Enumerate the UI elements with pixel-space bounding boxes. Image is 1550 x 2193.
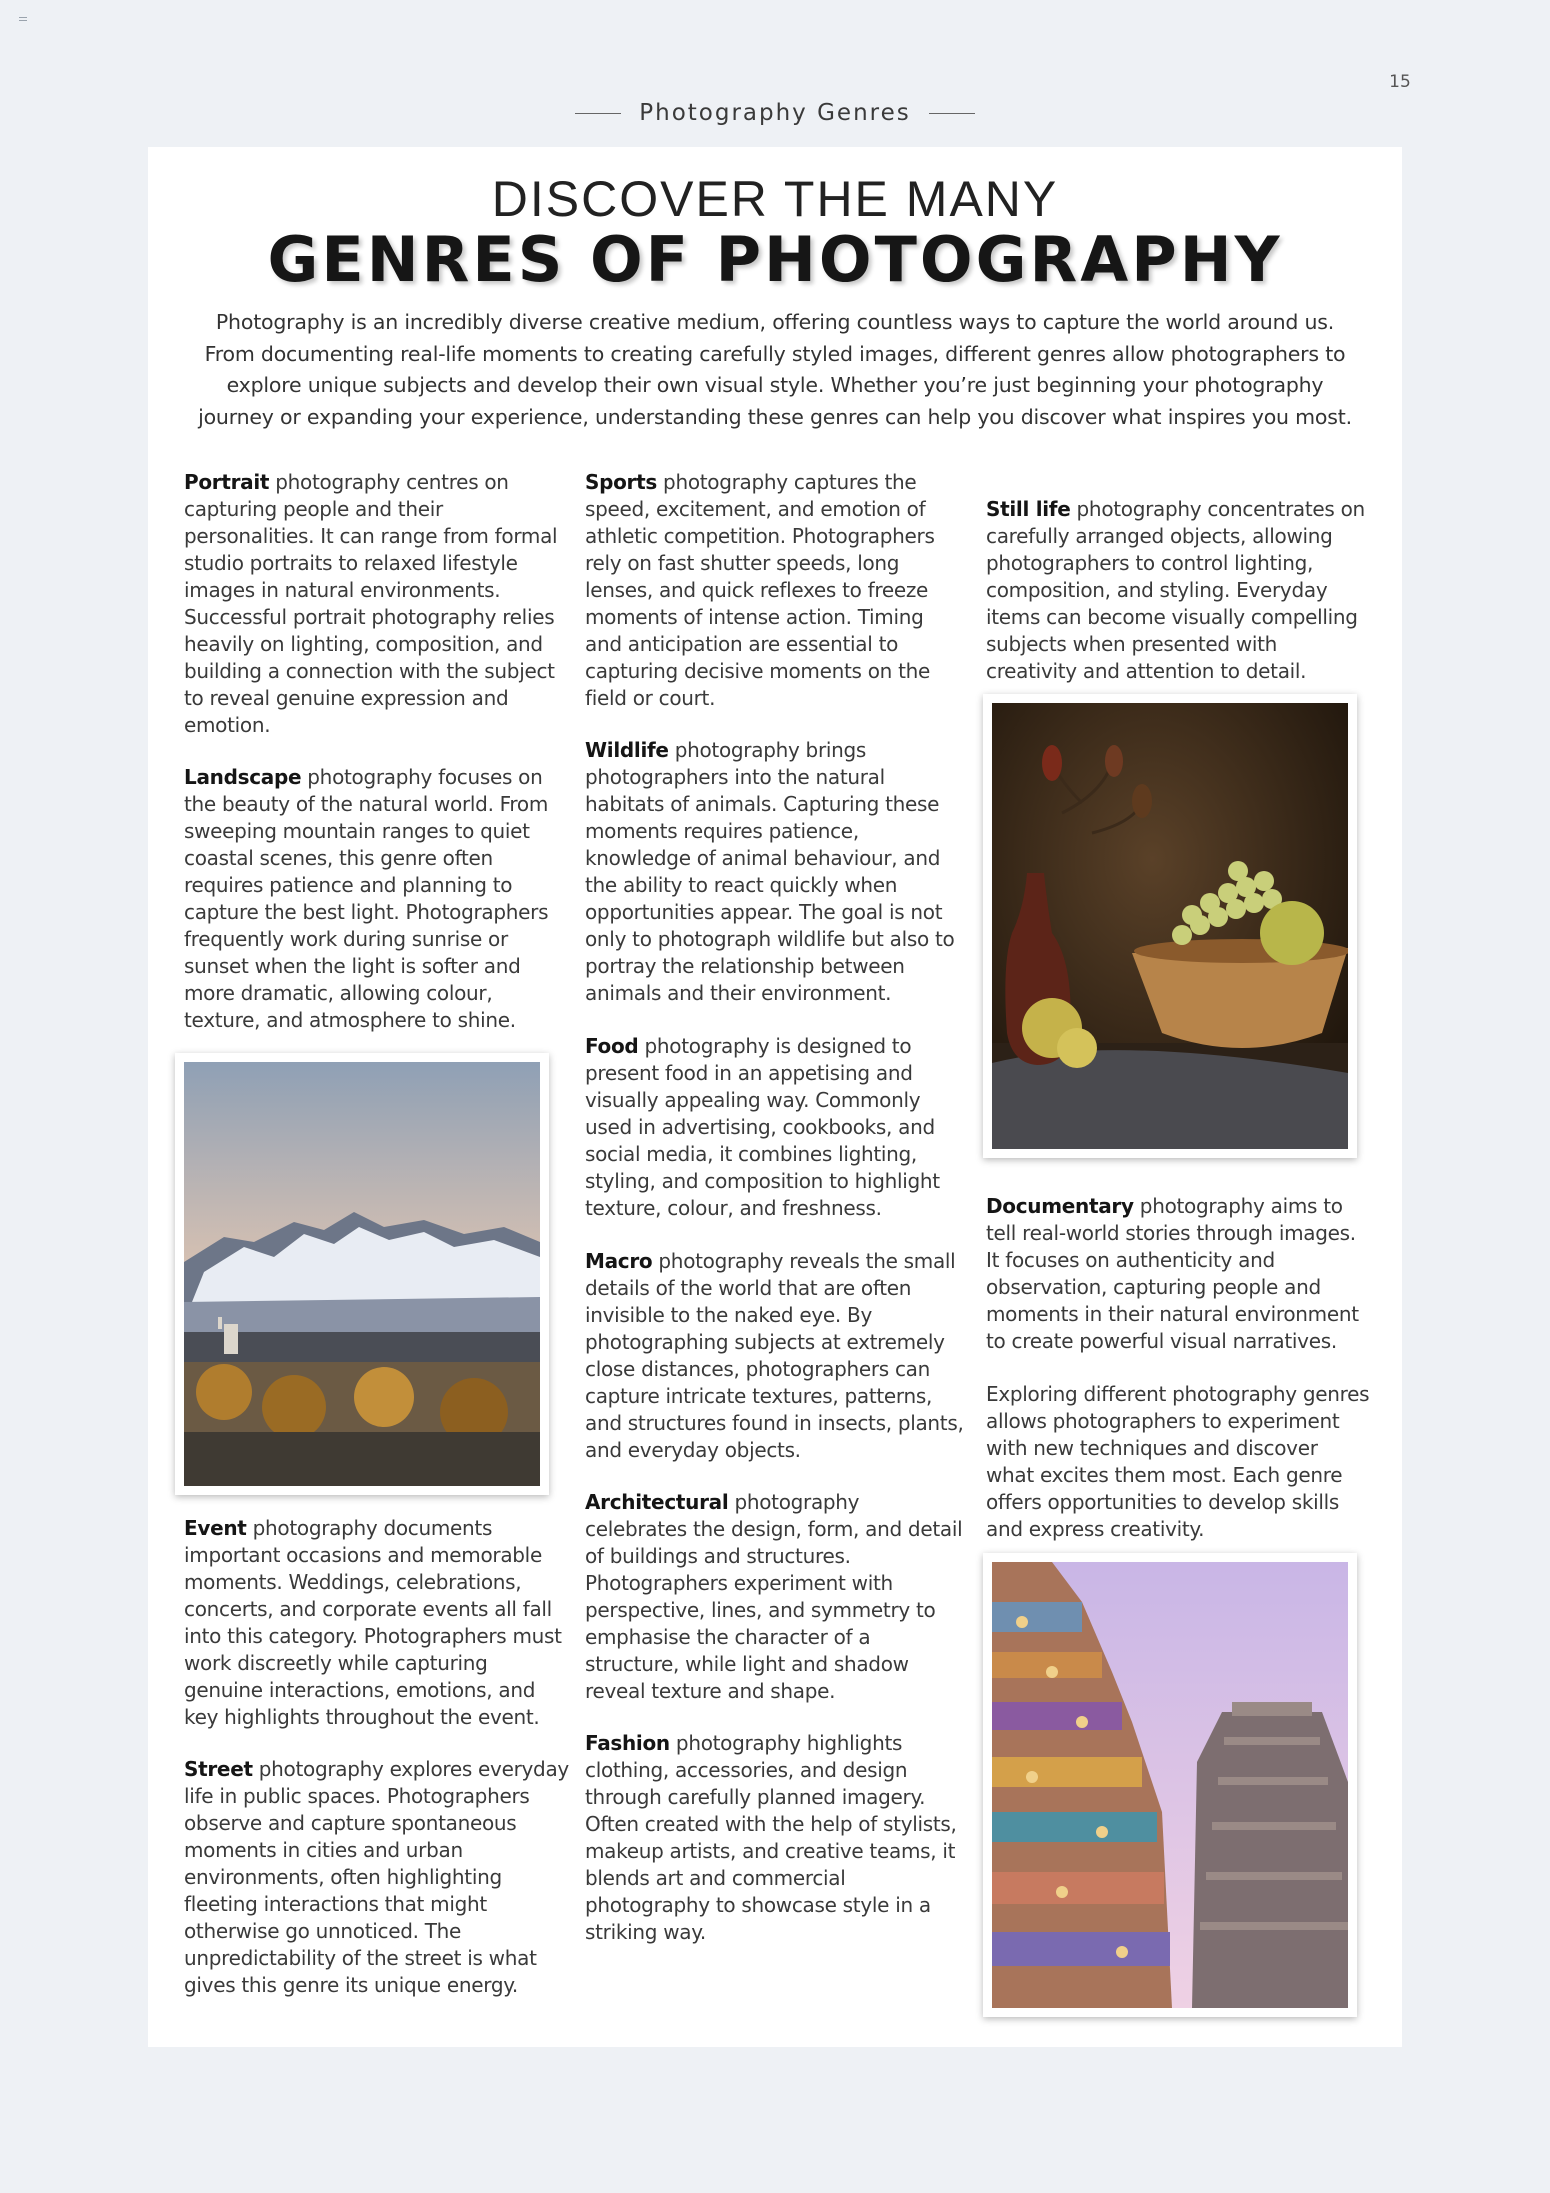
genre-documentary-text	[986, 1193, 1371, 1355]
genre-documentary-body: photography aims to tell real-world stories through images. It focuses on authenticity and observation, capturing people and moments in their natural environment to create powerful visual narratives.	[986, 1194, 1359, 1353]
genre-still-life-name: Still life	[986, 497, 1071, 521]
genre-fashion-name: Fashion	[585, 1731, 670, 1755]
genre-landscape-name: Landscape	[184, 765, 302, 789]
genre-event-body: photography documents important occasions and memorable moments. Weddings, celebrations, concerts, and corporate events all fall into this category. Photographers must work discreetly while capturing genuine interactions, emotions, and key highlights throughout the event.	[184, 1516, 562, 1729]
genre-wildlife-text	[585, 737, 970, 1007]
menu-icon[interactable]	[19, 17, 27, 24]
genre-landscape	[184, 764, 564, 1034]
genre-sports	[585, 469, 965, 712]
genre-landscape-body: photography focuses on the beauty of the natural world. From sweeping mountain ranges to quiet coastal scenes, this genre often requires patience and planning to capture the best light. Photographers frequently work during sunrise or sunset when the light is softer and more dramatic, allowing colour, texture, and atmosphere to shine.	[184, 765, 549, 1032]
genre-wildlife	[585, 737, 970, 1007]
genre-street-name: Street	[184, 1757, 253, 1781]
header-rule-left	[575, 113, 621, 114]
genre-food-name: Food	[585, 1034, 639, 1058]
genre-architectural-text	[585, 1489, 965, 1705]
genre-sports-body: photography captures the speed, excitement, and emotion of athletic competition. Photographers rely on fast shutter speeds, long lenses, and quick reflexes to freeze moments of intense action. Timing and anticipation are essential to capturing decisive moments on the field or court.	[585, 470, 935, 710]
genre-still-life-text	[986, 496, 1371, 685]
genre-street-body: photography explores everyday life in public spaces. Photographers observe and capture spontaneous moments in cities and urban environments, often highlighting fleeting interactions that might otherwise go unnoticed. The unpredictability of the street is what gives this genre its unique energy.	[184, 1757, 569, 1997]
genre-portrait	[184, 469, 564, 739]
genre-wildlife-body: photography brings photographers into the natural habitats of animals. Capturing these moments requires patience, knowledge of animal behaviour, and the ability to react quickly when opportunities appear. The goal is not only to photograph wildlife but also to portray the relationship between animals and their environment.	[585, 738, 955, 1005]
genre-event-text	[184, 1515, 569, 1731]
genre-fashion-body: photography highlights clothing, accessories, and design through carefully planned imagery. Often created with the help of stylists, makeup artists, and creative teams, it blends art and commercial photography to showcase style in a striking way.	[585, 1731, 957, 1944]
genre-still-life	[986, 496, 1371, 685]
header-rule-right	[929, 113, 975, 114]
genre-documentary	[986, 1193, 1371, 1355]
genre-event	[184, 1515, 569, 1731]
genre-architectural-body: photography celebrates the design, form, and detail of buildings and structures. Photographers experiment with perspective, lines, and symmetry to emphasise the character of a structure, while light and shadow reveal texture and shape.	[585, 1490, 963, 1703]
genre-food	[585, 1033, 965, 1222]
intro-paragraph: Photography is an incredibly diverse creative medium, offering countless ways to capture the world around us. From documenting real-life moments to creating carefully styled images, different genres allow photographers to explore unique subjects and develop their own visual style. Whether you’re just beginning your photography journey or expanding your experience, understanding these genres can help you discover what inspires you most.	[198, 310, 1352, 429]
architecture-photo	[983, 1553, 1357, 2017]
genre-portrait-name: Portrait	[184, 470, 270, 494]
genre-sports-text	[585, 469, 965, 712]
title-line-2: GENRES OF PHOTOGRAPHY	[267, 223, 1283, 296]
genre-portrait-text	[184, 469, 564, 739]
section-header-label: Photography Genres	[639, 100, 911, 126]
genre-macro-text	[585, 1248, 970, 1464]
genre-food-body: photography is designed to present food in an appetising and visually appealing way. Commonly used in advertising, cookbooks, and social media, it combines lighting, styling, and composition to highlight texture, colour, and freshness.	[585, 1034, 940, 1220]
page-number: 15	[1389, 72, 1411, 92]
genre-fashion-text	[585, 1730, 965, 1946]
genre-wildlife-name: Wildlife	[585, 738, 669, 762]
still-life-photo	[983, 694, 1357, 1158]
genre-food-text	[585, 1033, 965, 1222]
genre-event-name: Event	[184, 1516, 247, 1540]
genre-macro	[585, 1248, 970, 1464]
genre-portrait-body: photography centres on capturing people and their personalities. It can range from formal studio portraits to relaxed lifestyle images in natural environments. Successful portrait photography relies heavily on lighting, composition, and building a connection with the subject to reveal genuine expression and emotion.	[184, 470, 558, 737]
landscape-photo	[175, 1053, 549, 1495]
genre-landscape-text	[184, 764, 564, 1034]
genre-documentary-name: Documentary	[986, 1194, 1134, 1218]
genre-macro-body: photography reveals the small details of the world that are often invisible to the naked eye. By photographing subjects at extremely close distances, photographers can capture intricate textures, patterns, and structures found in insects, plants, and everyday objects.	[585, 1249, 964, 1462]
genre-architectural-name: Architectural	[585, 1490, 729, 1514]
title-line-1: DISCOVER THE MANY	[491, 171, 1059, 227]
genre-street-text	[184, 1756, 569, 1999]
genre-fashion	[585, 1730, 965, 1946]
closing-text: Exploring different photography genres allows photographers to experiment with new techniques and discover what excites them most. Each genre offers opportunities to develop skills and express creativity.	[986, 1382, 1370, 1541]
genre-street	[184, 1756, 569, 1999]
genre-still-life-body: photography concentrates on carefully arranged objects, allowing photographers to control lighting, composition, and styling. Everyday items can become visually compelling subjects when presented with creativity and attention to detail.	[986, 497, 1365, 683]
closing-paragraph	[986, 1381, 1371, 1543]
genre-macro-name: Macro	[585, 1249, 653, 1273]
genre-architectural	[585, 1489, 965, 1705]
genre-sports-name: Sports	[585, 470, 657, 494]
section-header	[575, 100, 975, 126]
